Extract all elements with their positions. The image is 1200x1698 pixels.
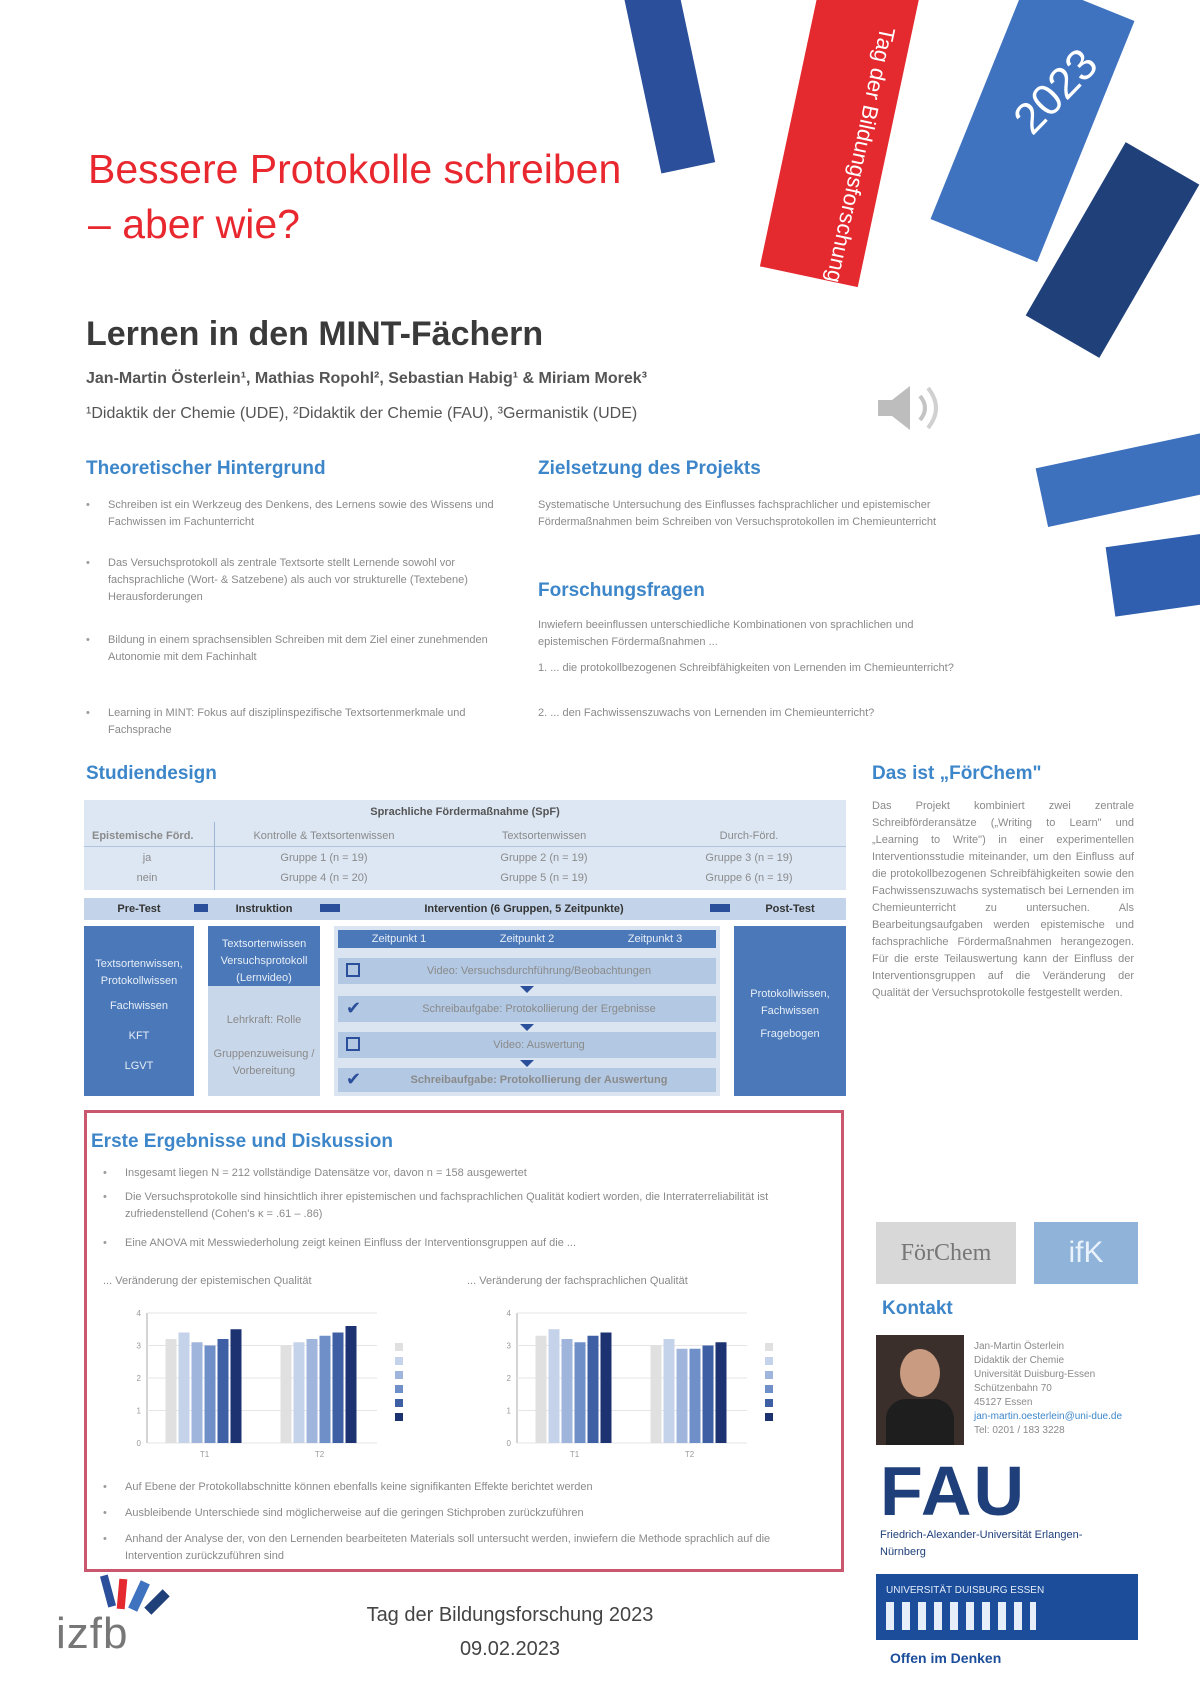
bar — [536, 1336, 547, 1443]
design-cell: Gruppe 3 (n = 19) — [705, 852, 793, 864]
bar — [333, 1333, 344, 1444]
ribbon-light-blue — [1106, 533, 1200, 616]
forchem-logo-text: FörChem — [900, 1239, 992, 1266]
contact-line: Schützenbahn 70 — [974, 1383, 1052, 1394]
questions-intro: Inwiefern beeinflussen unterschiedliche Kombinationen von sprachlichen und epistemischen Fördermaßnahmen ... — [538, 619, 914, 648]
izfb-logo-text: izfb — [56, 1609, 129, 1658]
bar — [346, 1326, 357, 1443]
about-text: Das Projekt kombiniert zwei zentrale Schreibförderansätze („Writing to Learn" und „Learning to Write") in einer experimentellen Interventionsstudie miteinander, um den Einfluss auf die protokollbezogenen Schreibfähigkeiten sowie den Fachwissenszuwachs systematisch bei Lernenden im Chemieunterricht zu untersuchen. Als Bearbeitungsaufgaben werden epistemische und fachsprachliche Fördermaßnahmen herangezogen. Für die erste Teilauswertung kann der Einfluss der Interventionsgruppen auf die Veränderung der Qualität der Versuchsprotokolle festgestellt werden. — [872, 800, 1134, 999]
question-item: 2. ... den Fachwissenszuwachs von Lernenden im Chemieunterricht? — [538, 707, 875, 719]
bar — [205, 1346, 216, 1444]
speaker-icon[interactable] — [870, 378, 950, 438]
bar — [192, 1342, 203, 1443]
fau-logo[interactable] — [880, 1452, 1110, 1565]
design-column: Durch-Förd. — [719, 830, 779, 842]
poster-title-line2: – aber wie? — [88, 201, 300, 247]
results-bullet-text: • Insgesamt liegen N = 212 vollständige Datensätze vor, davon n = 158 ausgewertet — [125, 1167, 527, 1179]
y-tick-label: 1 — [506, 1406, 511, 1416]
contact-line: Tel: 0201 / 183 3228 — [974, 1425, 1065, 1436]
instruction-block — [208, 926, 320, 1096]
ude-logo-text: UNIVERSITÄT DUISBURG ESSEN — [886, 1585, 1045, 1596]
design-cell: Gruppe 1 (n = 19) — [280, 852, 368, 864]
contact-line: Universität Duisburg-Essen — [974, 1369, 1096, 1380]
legend-swatch — [765, 1343, 773, 1351]
pre-item: LGVT — [124, 1060, 154, 1072]
bar — [601, 1333, 612, 1444]
y-tick-label: 3 — [506, 1341, 511, 1351]
contact-email: jan-martin.oesterlein@uni-due.de — [974, 1411, 1123, 1422]
instruction-item: Lehrkraft: Rolle — [226, 1014, 302, 1026]
authors: Jan-Martin Österlein¹, Mathias Ropohl², Sebastian Habig¹ & Miriam Morek³ — [86, 370, 647, 387]
ribbon-dark-blue-top — [620, 0, 715, 174]
affiliations: ¹Didaktik der Chemie (UDE), ²Didaktik der Chemie (FAU), ³Germanistik (UDE) — [86, 405, 638, 422]
design-table — [84, 800, 846, 890]
y-tick-label: 2 — [136, 1374, 141, 1383]
x-tick-label: T2 — [314, 1450, 325, 1459]
forchem-logo[interactable] — [876, 1222, 1016, 1284]
theory-bullet — [86, 497, 496, 531]
phase-instruction: Instruktion — [235, 903, 293, 915]
y-tick-label: 2 — [506, 1374, 511, 1383]
phase-post: Post-Test — [765, 903, 815, 915]
pre-test-block — [84, 926, 194, 1096]
pre-item: Fachwissen — [109, 1000, 169, 1012]
instruction-item: Textsortenwissen Versuchsprotokoll (Lernvideo) — [220, 938, 308, 984]
design-heading: Studiendesign — [86, 763, 217, 784]
study-design-diagram — [84, 800, 846, 1096]
video-icon — [346, 1037, 360, 1051]
contact-line: Jan-Martin Österlein — [974, 1341, 1065, 1352]
legend-swatch — [765, 1399, 773, 1407]
design-column: Textsortenwissen — [501, 830, 587, 842]
results-bullet — [103, 1505, 823, 1522]
instruction-item: Gruppenzuweisung / Vorbereitung — [213, 1048, 315, 1077]
theory-bullet-text: • Schreiben ist ein Werkzeug des Denkens, des Lernens sowie des Wissens und Fachwissen im Fachunterricht — [108, 499, 494, 528]
results-bullet-text: • Auf Ebene der Protokollabschnitte können ebenfalls keine signifikanten Effekte berichtet werden — [125, 1481, 593, 1493]
design-cell: Gruppe 6 (n = 19) — [705, 872, 793, 884]
y-tick-label: 0 — [506, 1439, 511, 1448]
contact-photo — [876, 1335, 964, 1445]
phase-pre: Pre-Test — [117, 903, 161, 915]
bar — [664, 1339, 675, 1443]
goal-heading: Zielsetzung des Projekts — [538, 458, 761, 479]
phase-intervention: Intervention (6 Gruppen, 5 Zeitpunkte) — [424, 903, 624, 915]
bar — [651, 1346, 662, 1444]
x-tick-label: T1 — [569, 1450, 580, 1459]
footer-conference: Tag der Bildungsforschung 2023 — [366, 1604, 654, 1626]
bar — [166, 1339, 177, 1443]
design-column: Kontrolle & Textsortenwissen — [253, 830, 395, 842]
legend-swatch — [765, 1385, 773, 1393]
design-table-header: Sprachliche Fördermaßnahme (SpF) — [370, 806, 560, 818]
chart-language-quality — [487, 1303, 817, 1473]
results-bullet — [103, 1235, 823, 1252]
izfb-logo[interactable] — [56, 1575, 186, 1675]
y-tick-label: 3 — [136, 1341, 141, 1351]
pre-item: Textsortenwissen, Protokollwissen — [95, 958, 183, 987]
x-tick-label: T2 — [684, 1450, 695, 1459]
ifk-logo-text: ifK — [1068, 1236, 1104, 1269]
ude-logo[interactable] — [876, 1574, 1138, 1640]
post-item: Protokollwissen, Fachwissen — [750, 988, 830, 1017]
y-tick-label: 4 — [136, 1309, 141, 1318]
results-bullet-text: • Eine ANOVA mit Messwiederholung zeigt keinen Einfluss der Interventionsgruppen auf die ... — [125, 1237, 577, 1249]
bar — [281, 1346, 292, 1444]
ribbon-red-label: Tag der Bildungsforschung — [821, 25, 901, 286]
contact-line: Didaktik der Chemie — [974, 1355, 1065, 1366]
contact-line: 45127 Essen — [974, 1397, 1033, 1408]
intervention-tab: Zeitpunkt 3 — [627, 933, 683, 945]
about-heading: Das ist „FörChem" — [872, 763, 1042, 784]
checkmark-icon: ✔ — [346, 998, 362, 1018]
chart-epistemic-quality — [117, 1303, 447, 1473]
ribbon-mid-blue — [1036, 433, 1200, 527]
fau-logo-text: FAU — [880, 1452, 1026, 1530]
checkmark-icon: ✔ — [346, 1069, 362, 1089]
goal-text: Systematische Untersuchung des Einflusses fachsprachlicher und epistemischer Fördermaßnahmen beim Schreiben von Versuchsprotokollen im Chemieunterricht — [538, 499, 937, 528]
chart-left-caption: ... Veränderung der epistemischen Qualität — [103, 1275, 312, 1287]
pre-item: KFT — [128, 1030, 150, 1042]
legend-swatch — [395, 1385, 403, 1393]
poster-subtitle: Lernen in den MINT-Fächern — [86, 315, 544, 353]
results-bullet — [103, 1189, 823, 1223]
design-cell: Gruppe 4 (n = 20) — [280, 872, 368, 884]
theory-bullet — [86, 632, 496, 666]
legend-swatch — [395, 1371, 403, 1379]
legend-swatch — [395, 1399, 403, 1407]
theory-heading: Theoretischer Hintergrund — [86, 458, 326, 479]
intervention-step: Video: Auswertung — [493, 1039, 585, 1051]
theory-bullet-text: • Learning in MINT: Fokus auf disziplinspezifische Textsortenmerkmale und Fachsprache — [108, 707, 466, 736]
legend-swatch — [765, 1357, 773, 1365]
intervention-tab: Zeitpunkt 2 — [499, 933, 555, 945]
bar — [549, 1329, 560, 1443]
design-row-label: ja — [142, 852, 152, 864]
results-bullet-text: • Die Versuchsprotokolle sind hinsichtlich ihrer epistemischen und fachsprachlichen Qualität kodiert worden, die Interraterreliabilität ist zufriedenstellend (Cohen's κ = .61 – .86) — [125, 1191, 769, 1220]
bar — [179, 1333, 190, 1444]
bar — [294, 1342, 305, 1443]
legend-swatch — [395, 1413, 403, 1421]
legend-swatch — [395, 1357, 403, 1365]
intervention-step: Schreibaufgabe: Protokollierung der Ergebnisse — [422, 1003, 656, 1015]
contact-lines — [974, 1340, 1139, 1438]
theory-bullet — [86, 705, 496, 739]
chart-right-caption: ... Veränderung der fachsprachlichen Qualität — [467, 1275, 688, 1287]
bar — [231, 1329, 242, 1443]
contact-heading: Kontakt — [882, 1298, 953, 1319]
ribbon-blue-label: 2023 — [1004, 39, 1108, 144]
y-tick-label: 1 — [136, 1406, 141, 1416]
ribbon-red — [760, 0, 920, 287]
legend-swatch — [765, 1371, 773, 1379]
results-bullet — [103, 1165, 823, 1182]
video-icon — [346, 963, 360, 977]
results-bullet-text: • Anhand der Analyse der, von den Lernenden bearbeiteten Materials soll untersucht werden, inwiefern die Methode sprachlich auf die Intervention zurückzuführen sind — [125, 1533, 771, 1562]
results-bullet — [103, 1531, 823, 1565]
results-bullet-text: • Ausbleibende Unterschiede sind möglicherweise auf die geringen Stichproben zurückzuführen — [125, 1507, 584, 1519]
results-bullet — [103, 1479, 823, 1496]
bar — [588, 1336, 599, 1443]
design-row-header: Epistemische Förd. — [92, 830, 194, 842]
bar — [307, 1339, 318, 1443]
theory-bullet-text: • Bildung in einem sprachsensiblen Schreiben mit dem Ziel einer zunehmenden Autonomie mit dem Fachinhalt — [108, 634, 488, 663]
results-box — [84, 1110, 844, 1572]
theory-bullet-text: • Das Versuchsprotokoll als zentrale Textsorte stellt Lernende sowohl vor fachsprachliche (Wort- & Satzebene) als auch vor strukturelle (Textebene) Herausforderungen — [108, 557, 468, 603]
bar — [690, 1349, 701, 1443]
post-test-block — [734, 926, 846, 1096]
questions-heading: Forschungsfragen — [538, 580, 705, 601]
footer — [300, 1598, 720, 1666]
post-item: Fragebogen — [760, 1028, 820, 1040]
intervention-tab: Zeitpunkt 1 — [371, 933, 427, 945]
fau-logo-subtitle: Friedrich-Alexander-Universität Erlangen-Nürnberg — [880, 1529, 1083, 1558]
results-heading: Erste Ergebnisse und Diskussion — [91, 1131, 393, 1152]
bar — [562, 1339, 573, 1443]
footer-date: 09.02.2023 — [459, 1638, 561, 1660]
bar — [677, 1349, 688, 1443]
y-tick-label: 4 — [506, 1309, 511, 1318]
intervention-block — [334, 926, 720, 1096]
intervention-step: Schreibaufgabe: Protokollierung der Auswertung — [410, 1074, 668, 1086]
ifk-logo[interactable] — [1034, 1222, 1138, 1284]
bar — [575, 1342, 586, 1443]
design-cell: Gruppe 2 (n = 19) — [500, 852, 588, 864]
legend-swatch — [395, 1343, 403, 1351]
theory-bullet — [86, 555, 496, 606]
bar — [320, 1336, 331, 1443]
design-cell: Gruppe 5 (n = 19) — [500, 872, 588, 884]
bar — [703, 1346, 714, 1444]
legend-swatch — [765, 1413, 773, 1421]
design-row-label: nein — [136, 872, 158, 884]
intervention-step: Video: Versuchsdurchführung/Beobachtungen — [426, 965, 652, 977]
bar — [218, 1339, 229, 1443]
ude-slogan: Offen im Denken — [890, 1650, 1002, 1666]
y-tick-label: 0 — [136, 1439, 141, 1448]
x-tick-label: T1 — [199, 1450, 210, 1459]
question-item: 1. ... die protokollbezogenen Schreibfähigkeiten von Lernenden im Chemieunterricht? — [538, 662, 954, 674]
poster-title-line1: Bessere Protokolle schreiben — [88, 146, 622, 192]
bar — [716, 1342, 727, 1443]
